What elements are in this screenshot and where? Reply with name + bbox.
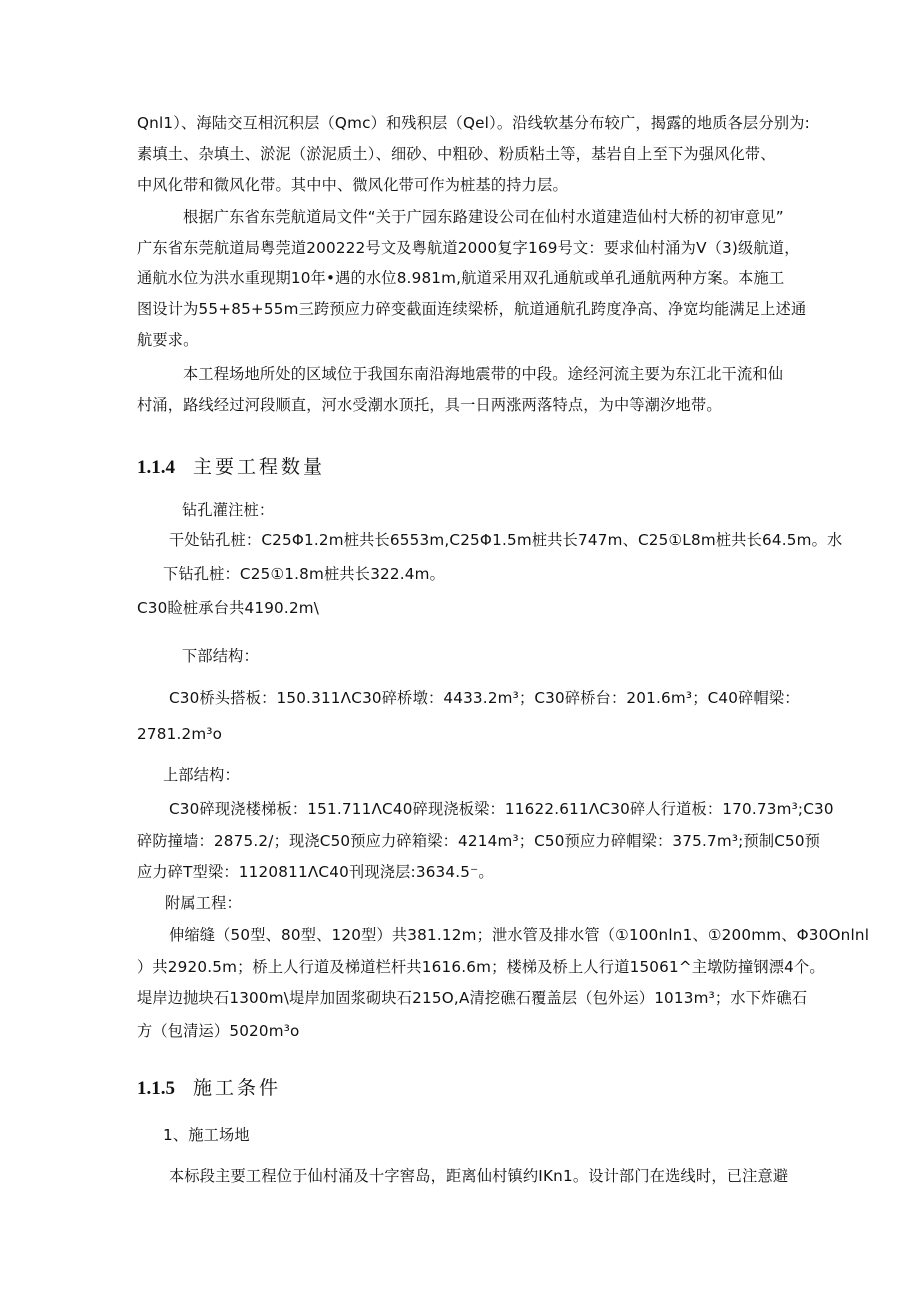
paragraph-line: C30桥头搭板：150.311ΛC30碎桥墩：4433.2m³；C30碎桥台：201.6m³；C40碎帽梁： xyxy=(169,689,800,707)
paragraph-line: 本标段主要工程位于仙村涌及十字窖岛，距离仙村镇约IKn1。设计部门在选线时，已注意避 xyxy=(169,1167,789,1185)
paragraph-line: 根据广东省东莞航道局文件“关于广园东路建设公司在仙村水道建造仙村大桥的初审意见” xyxy=(183,208,784,226)
paragraph-line: C30碎现浇楼梯板：151.711ΛC40碎现浇板梁：11622.611ΛC30碎人行道板：170.73m³;C30 xyxy=(169,800,834,818)
paragraph-line: 伸缩缝（50型、80型、120型）共381.12m；泄水管及排水管（①100nln1、①200mm、Φ30Onlnl xyxy=(169,926,870,944)
paragraph-line: 广东省东莞航道局粤莞道200222号文及粤航道2000复字169号文：要求仙村涌为Ⅴ（3)级航道， xyxy=(137,239,800,257)
section-heading-115 xyxy=(137,1074,281,1103)
paragraph-line: 碎防撞墙：2875.2/；现浇C50预应力碎箱梁：4214m³；C50预应力碎帽梁：375.7m³;预制C50预 xyxy=(137,832,821,850)
paragraph-line: 应力碎T型梁：1120811ΛC40刊现浇层:3634.5⁻。 xyxy=(137,863,494,881)
paragraph-line: 方（包清运）5020m³o xyxy=(137,1022,300,1040)
paragraph-line: 堤岸边抛块石1300m\堤岸加固浆砌块石215O,A清挖礁石覆盖层（包外运）1013m³；水下炸礁石 xyxy=(137,989,808,1007)
paragraph-line: 2781.2m³o xyxy=(137,725,223,743)
paragraph-line: 素填土、杂填土、淤泥（淤泥质土）、细砂、中粗砂、粉质粘土等，基岩自上至下为强风化带、 xyxy=(137,145,776,163)
paragraph-line: 通航水位为洪水重现期10年•遇的水位8.981m,航道采用双孔通航或单孔通航两种方案。本施工 xyxy=(137,269,785,287)
paragraph-line: 村涌，路线经过河段顺直，河水受潮水顶托，具一日两涨两落特点，为中等潮汐地带。 xyxy=(137,396,722,414)
paragraph-line: 下钻孔桩：C25①1.8m桩共长322.4m。 xyxy=(163,565,446,583)
subsection-label: 1、施工场地 xyxy=(163,1126,250,1144)
section-title: 施工条件 xyxy=(193,1077,282,1099)
paragraph-line: 航要求。 xyxy=(137,331,199,349)
paragraph-line: 干处钻孔桩：C25Φ1.2m桩共长6553m,C25Φ1.5m桩共长747m、C25①L8m桩共长64.5m。水 xyxy=(169,531,843,549)
paragraph-line: Qnl1）、海陆交互相沉积层（Qmc）和残积层（Qel）。沿线软基分布较广，揭露的地质各层分别为: xyxy=(137,114,810,132)
paragraph-line: 中风化带和微风化带。其中中、微风化带可作为桩基的持力层。 xyxy=(137,176,568,194)
paragraph-line: 图设计为55+85+55m三跨预应力碎变截面连续梁桥，航道通航孔跨度净高、净宽均能满足上述通 xyxy=(137,300,807,318)
subsection-label: 钻孔灌注桩： xyxy=(182,501,275,519)
paragraph-line: ）共2920.5m；桥上人行道及梯道栏杆共1616.6m；楼梯及桥上人行道15061^主墩防撞钢漂4个。 xyxy=(137,958,825,976)
section-title: 主要工程数量 xyxy=(193,456,326,478)
paragraph-line: C30睑桩承台共4190.2m\ xyxy=(137,599,320,617)
section-number: 1.1.5 xyxy=(137,1078,175,1099)
paragraph-line: 本工程场地所处的区域位于我国东南沿海地震带的中段。途经河流主要为东江北干流和仙 xyxy=(183,365,784,383)
subsection-label: 上部结构： xyxy=(163,766,240,784)
subsection-label: 附属工程： xyxy=(165,894,242,912)
section-heading-114 xyxy=(137,453,325,482)
subsection-label: 下部结构： xyxy=(182,647,259,665)
section-number: 1.1.4 xyxy=(137,457,175,478)
